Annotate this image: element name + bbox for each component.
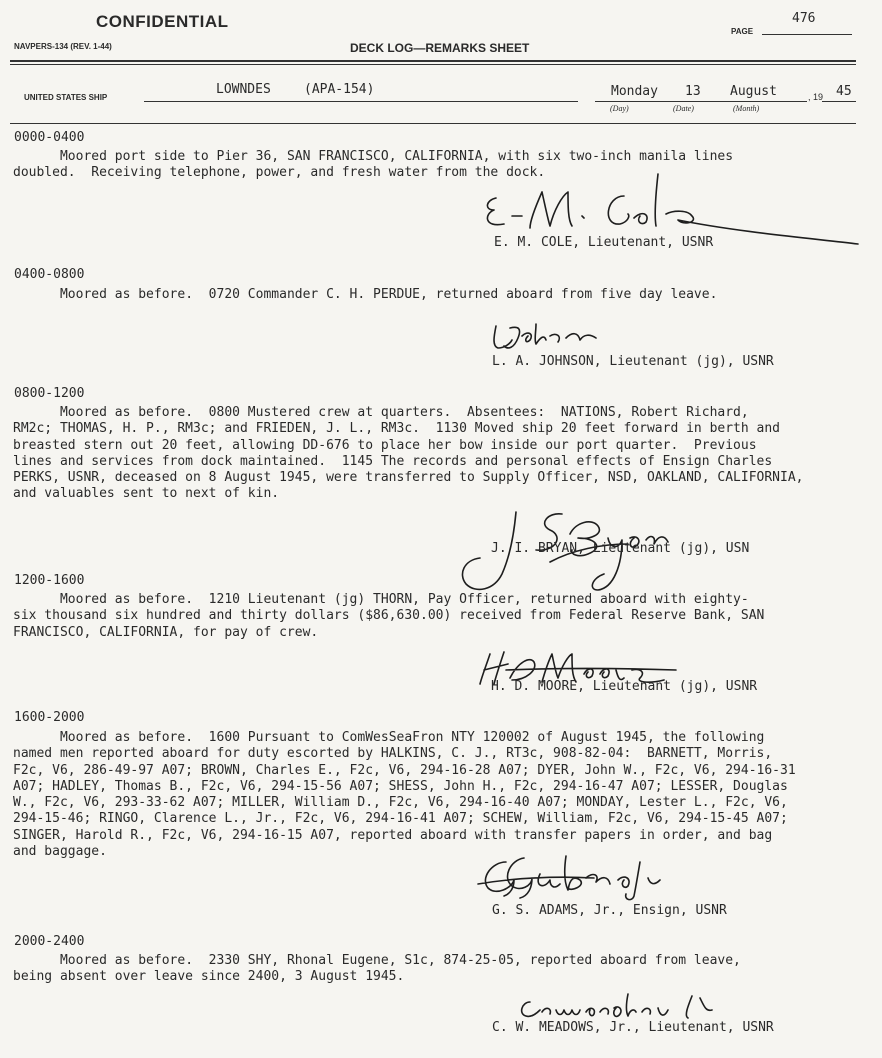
watch-entry: Moored as before. 0720 Commander C. H. PERDUE, returned aboard from five day leave. xyxy=(13,287,718,302)
month-value: August xyxy=(730,84,777,99)
signature-name: L. A. JOHNSON, Lieutenant (jg), USNR xyxy=(492,354,774,369)
ship-label: UNITED STATES SHIP xyxy=(24,93,108,102)
year-prefix: , 19 xyxy=(808,92,824,102)
classification-heading: CONFIDENTIAL xyxy=(96,12,229,31)
month-caption: (Month) xyxy=(733,104,760,113)
date-line xyxy=(595,101,807,102)
signature-name: J. I. BRYAN, Lieutenant (jg), USN xyxy=(491,541,750,556)
signature-name: G. S. ADAMS, Jr., Ensign, USNR xyxy=(492,903,727,918)
watch-period: 1200-1600 xyxy=(14,573,85,588)
watch-period: 0800-1200 xyxy=(14,386,85,401)
watch-period: 2000-2400 xyxy=(14,934,85,949)
header-rule-bottom xyxy=(10,123,856,124)
sheet-title: DECK LOG—REMARKS SHEET xyxy=(350,41,530,55)
date-value: 13 xyxy=(685,84,701,99)
ship-hull-number: (APA-154) xyxy=(304,82,375,97)
watch-period: 1600-2000 xyxy=(14,710,85,725)
year-value: 45 xyxy=(836,84,852,99)
page-number: 476 xyxy=(792,11,816,26)
signature-name: C. W. MEADOWS, Jr., Lieutenant, USNR xyxy=(492,1020,774,1035)
date-caption: (Date) xyxy=(673,104,694,113)
signature-image xyxy=(516,990,726,1024)
day-caption: (Day) xyxy=(610,104,629,113)
header-rule-thin xyxy=(10,64,856,65)
ship-name-line xyxy=(144,101,578,102)
page-number-line xyxy=(762,34,852,35)
watch-period: 0400-0800 xyxy=(14,267,85,282)
signature-image xyxy=(474,852,714,904)
watch-entry: Moored as before. 2330 SHY, Rhonal Eugene, S1c, 874-25-05, reported aboard from leave, being absent over leave since 2400, 3 August 1945. xyxy=(13,953,741,985)
watch-entry: Moored as before. 1600 Pursuant to ComWesSeaFron NTY 120002 of August 1945, the following named men reported aboard for duty escorted by HALKINS, C. J., RT3c, 908-82-04: BARNETT, Morris, F2c, V6, 286-49-97 A07; BROWN, Charles E., F2c, V6, 294-16-28 A07; DYER, John W., F2c, V6, 294-16-31 A07; HADLEY, Thomas B., F2c, V6, 294-15-56 A07; SHESS, John H., F2c, 294-16-47 A07; LESSER, Douglas W., F2c, V6, 293-33-62 A07; MILLER, William D., F2c, V6, 294-16-40 A07; MONDAY, Lester L., F2c, V6, 294-15-46; RINGO, Clarence L., Jr., F2c, V6, 294-16-41 A07; SCHEW, William, F2c, V6, 294-15-45 A07; SINGER, Harold R., F2c, V6, 294-16-15 A07, reported aboard with transfer papers in order, and bag and baggage. xyxy=(13,730,796,860)
watch-entry: Moored as before. 0800 Mustered crew at quarters. Absentees: NATIONS, Robert Richard, RM2c; THOMAS, H. P., RM3c; and FRIEDEN, J. L., RM3c. 1130 Moved ship 20 feet forward in berth and breasted stern out 20 feet, allowing DD-676 to place her bow inside our port quarter. Previous lines and services from dock maintained. 1145 The records and personal effects of Ensign Charles PERKS, USNR, deceased on 8 August 1945, were transferred to Supply Officer, NSD, OAKLAND, CALIFORNIA, and valuables sent to next of kin. xyxy=(13,405,804,502)
page-label: PAGE xyxy=(731,27,754,36)
ship-name: LOWNDES xyxy=(216,82,271,97)
day-value: Monday xyxy=(611,84,658,99)
year-line xyxy=(822,101,856,102)
signature-image xyxy=(488,318,608,358)
signature-name: E. M. COLE, Lieutenant, USNR xyxy=(494,235,714,250)
header-rule-thick xyxy=(10,60,856,62)
form-id: NAVPERS-134 (REV. 1-44) xyxy=(14,42,112,51)
signature-name: H. D. MOORE, Lieutenant (jg), USNR xyxy=(491,679,758,694)
watch-entry: Moored as before. 1210 Lieutenant (jg) THORN, Pay Officer, returned aboard with eighty- six thousand six hundred and thirty dollars ($86,630.00) received from Federal Reserve Bank, SAN FRANCISCO, CALIFORNIA, for pay of crew. xyxy=(13,592,765,640)
watch-entry: Moored port side to Pier 36, SAN FRANCISCO, CALIFORNIA, with six two-inch manila lines doubled. Receiving telephone, power, and fresh water from the dock. xyxy=(13,149,734,181)
watch-period: 0000-0400 xyxy=(14,130,85,145)
